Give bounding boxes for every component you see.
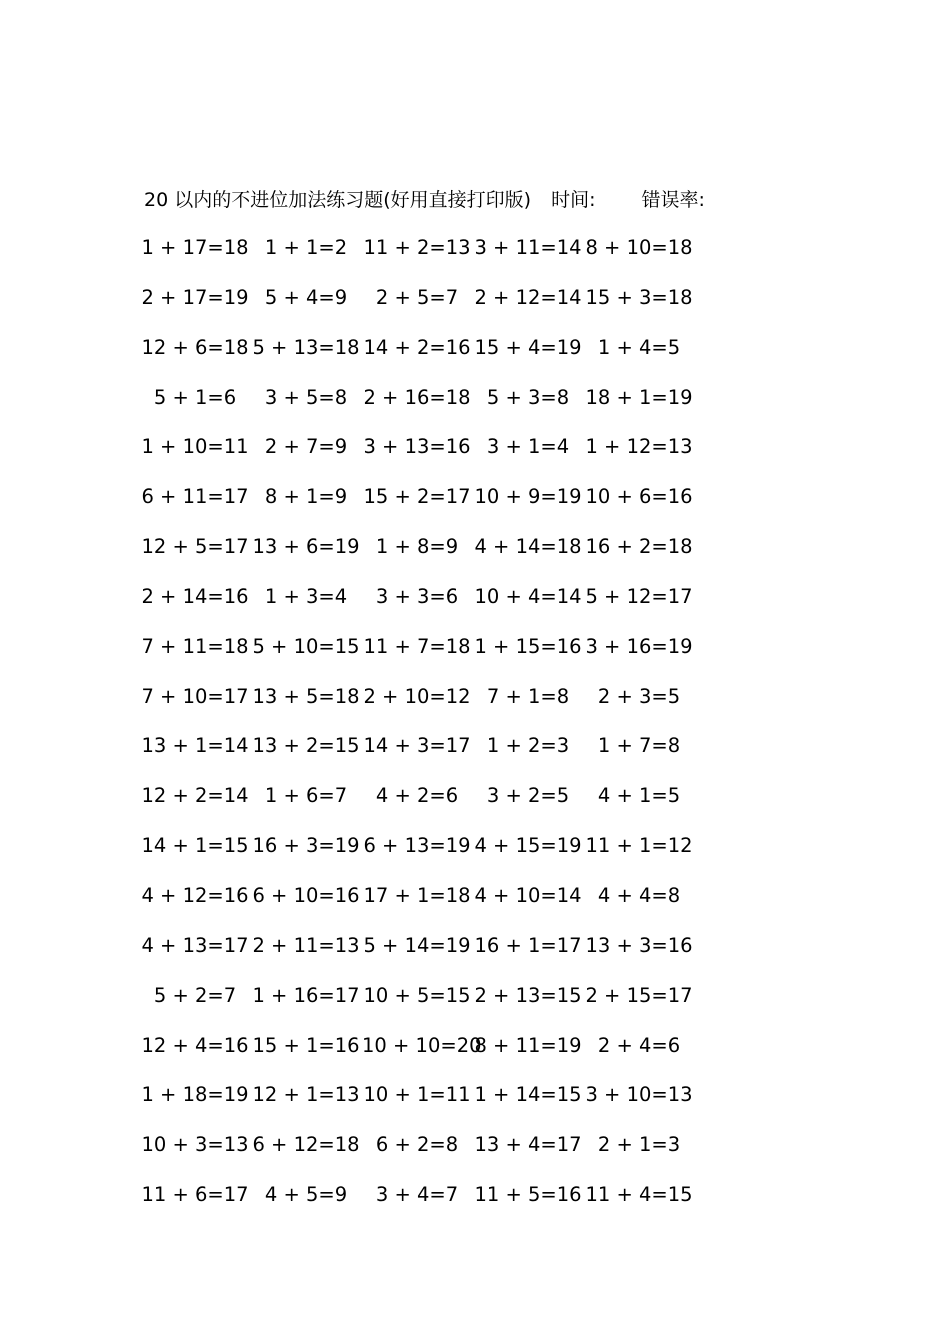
problem-grid xyxy=(140,234,720,1231)
addition-problem: 1 + 2=3 xyxy=(486,734,570,758)
addition-problem: 11 + 1=12 xyxy=(585,834,693,858)
addition-problem: 15 + 2=17 xyxy=(363,485,471,509)
addition-problem: 3 + 2=5 xyxy=(486,784,570,808)
addition-problem: 7 + 1=8 xyxy=(486,684,570,708)
addition-problem: 4 + 15=19 xyxy=(474,834,582,858)
addition-problem: 5 + 12=17 xyxy=(585,584,693,608)
addition-problem: 4 + 13=17 xyxy=(141,933,249,957)
time-label: 时间: xyxy=(551,189,596,211)
addition-problem: 1 + 14=15 xyxy=(474,1083,582,1107)
addition-problem: 12 + 5=17 xyxy=(141,535,249,559)
addition-problem: 1 + 18=19 xyxy=(141,1083,249,1107)
addition-problem: 3 + 16=19 xyxy=(585,634,693,658)
problem-row xyxy=(140,782,720,832)
addition-problem: 4 + 4=8 xyxy=(597,883,681,907)
addition-problem: 1 + 8=9 xyxy=(375,535,459,559)
addition-problem: 1 + 1=2 xyxy=(264,236,348,259)
problem-row xyxy=(140,384,720,434)
addition-problem: 7 + 11=18 xyxy=(141,634,249,658)
problem-row xyxy=(140,334,720,384)
addition-problem: 13 + 1=14 xyxy=(141,734,249,758)
addition-problem: 2 + 4=6 xyxy=(597,1033,681,1057)
addition-problem: 15 + 1=16 xyxy=(252,1033,360,1057)
addition-problem: 13 + 2=15 xyxy=(252,734,360,758)
addition-problem: 2 + 3=5 xyxy=(597,684,681,708)
addition-problem: 13 + 6=19 xyxy=(252,535,360,559)
addition-problem: 8 + 1=9 xyxy=(264,485,348,509)
addition-problem: 11 + 5=16 xyxy=(474,1183,582,1207)
addition-problem: 10 + 6=16 xyxy=(585,485,693,509)
addition-problem: 3 + 5=8 xyxy=(264,385,348,409)
addition-problem: 10 + 3=13 xyxy=(141,1133,249,1157)
addition-problem: 1 + 10=11 xyxy=(141,435,249,459)
addition-problem: 17 + 1=18 xyxy=(363,883,471,907)
addition-problem: 4 + 1=5 xyxy=(597,784,681,808)
addition-problem: 6 + 13=19 xyxy=(363,834,471,858)
addition-problem: 12 + 4=16 xyxy=(141,1033,249,1057)
addition-problem: 2 + 1=3 xyxy=(597,1133,681,1157)
addition-problem: 3 + 11=14 xyxy=(474,236,582,259)
problem-row xyxy=(140,982,720,1032)
worksheet-title: 20 以内的不进位加法练习题(好用直接打印版) xyxy=(144,189,532,211)
addition-problem: 18 + 1=19 xyxy=(585,385,693,409)
addition-problem: 10 + 10=20 xyxy=(362,1033,482,1057)
problem-row xyxy=(140,683,720,733)
addition-problem: 3 + 13=16 xyxy=(363,435,471,459)
addition-problem: 14 + 2=16 xyxy=(363,335,471,359)
addition-problem: 14 + 3=17 xyxy=(363,734,471,758)
addition-problem: 2 + 10=12 xyxy=(363,684,471,708)
worksheet-header xyxy=(144,186,705,214)
addition-problem: 1 + 4=5 xyxy=(597,335,681,359)
addition-problem: 3 + 4=7 xyxy=(375,1183,459,1207)
addition-problem: 5 + 1=6 xyxy=(153,385,237,409)
addition-problem: 13 + 4=17 xyxy=(474,1133,582,1157)
problem-row xyxy=(140,932,720,982)
addition-problem: 13 + 3=16 xyxy=(585,933,693,957)
addition-problem: 8 + 11=19 xyxy=(474,1033,582,1057)
problem-row xyxy=(140,1032,720,1082)
addition-problem: 1 + 7=8 xyxy=(597,734,681,758)
addition-problem: 4 + 5=9 xyxy=(264,1183,348,1207)
problem-row xyxy=(140,483,720,533)
addition-problem: 3 + 1=4 xyxy=(486,435,570,459)
problem-row xyxy=(140,633,720,683)
error-rate-label: 错误率: xyxy=(641,189,705,211)
addition-problem: 10 + 9=19 xyxy=(474,485,582,509)
addition-problem: 6 + 10=16 xyxy=(252,883,360,907)
addition-problem: 1 + 17=18 xyxy=(141,236,249,259)
addition-problem: 2 + 13=15 xyxy=(474,983,582,1007)
addition-problem: 4 + 12=16 xyxy=(141,883,249,907)
problem-row xyxy=(140,1131,720,1181)
addition-problem: 2 + 17=19 xyxy=(141,285,249,309)
addition-problem: 11 + 7=18 xyxy=(363,634,471,658)
addition-problem: 1 + 12=13 xyxy=(585,435,693,459)
addition-problem: 2 + 11=13 xyxy=(252,933,360,957)
addition-problem: 6 + 12=18 xyxy=(252,1133,360,1157)
addition-problem: 15 + 4=19 xyxy=(474,335,582,359)
addition-problem: 1 + 3=4 xyxy=(264,584,348,608)
addition-problem: 1 + 16=17 xyxy=(252,983,360,1007)
addition-problem: 11 + 2=13 xyxy=(363,236,471,259)
addition-problem: 12 + 1=13 xyxy=(252,1083,360,1107)
addition-problem: 16 + 2=18 xyxy=(585,535,693,559)
problem-row xyxy=(140,1081,720,1131)
addition-problem: 2 + 15=17 xyxy=(585,983,693,1007)
addition-problem: 5 + 4=9 xyxy=(264,285,348,309)
problem-row xyxy=(140,583,720,633)
addition-problem: 2 + 12=14 xyxy=(474,285,582,309)
addition-problem: 2 + 16=18 xyxy=(363,385,471,409)
addition-problem: 11 + 4=15 xyxy=(585,1183,693,1207)
addition-problem: 6 + 2=8 xyxy=(375,1133,459,1157)
addition-problem: 3 + 3=6 xyxy=(375,584,459,608)
addition-problem: 15 + 3=18 xyxy=(585,285,693,309)
addition-problem: 2 + 7=9 xyxy=(264,435,348,459)
addition-problem: 5 + 3=8 xyxy=(486,385,570,409)
addition-problem: 16 + 1=17 xyxy=(474,933,582,957)
addition-problem: 3 + 10=13 xyxy=(585,1083,693,1107)
addition-problem: 4 + 14=18 xyxy=(474,535,582,559)
problem-row xyxy=(140,732,720,782)
addition-problem: 2 + 5=7 xyxy=(375,285,459,309)
addition-problem: 1 + 6=7 xyxy=(264,784,348,808)
addition-problem: 12 + 6=18 xyxy=(141,335,249,359)
addition-problem: 5 + 2=7 xyxy=(153,983,237,1007)
addition-problem: 12 + 2=14 xyxy=(141,784,249,808)
addition-problem: 2 + 14=16 xyxy=(141,584,249,608)
addition-problem: 11 + 6=17 xyxy=(141,1183,249,1207)
problem-row xyxy=(140,533,720,583)
problem-row xyxy=(140,882,720,932)
problem-row xyxy=(140,433,720,483)
problem-row xyxy=(140,284,720,334)
addition-problem: 6 + 11=17 xyxy=(141,485,249,509)
addition-problem: 10 + 4=14 xyxy=(474,584,582,608)
addition-problem: 16 + 3=19 xyxy=(252,834,360,858)
addition-problem: 10 + 1=11 xyxy=(363,1083,471,1107)
addition-problem: 7 + 10=17 xyxy=(141,684,249,708)
addition-problem: 13 + 5=18 xyxy=(252,684,360,708)
addition-problem: 1 + 15=16 xyxy=(474,634,582,658)
addition-problem: 5 + 14=19 xyxy=(363,933,471,957)
addition-problem: 14 + 1=15 xyxy=(141,834,249,858)
problem-row xyxy=(140,1181,720,1231)
problem-row xyxy=(140,234,720,284)
addition-problem: 4 + 2=6 xyxy=(375,784,459,808)
addition-problem: 8 + 10=18 xyxy=(585,236,693,259)
addition-problem: 5 + 13=18 xyxy=(252,335,360,359)
addition-problem: 5 + 10=15 xyxy=(252,634,360,658)
addition-problem: 4 + 10=14 xyxy=(474,883,582,907)
problem-row xyxy=(140,832,720,882)
addition-problem: 10 + 5=15 xyxy=(363,983,471,1007)
